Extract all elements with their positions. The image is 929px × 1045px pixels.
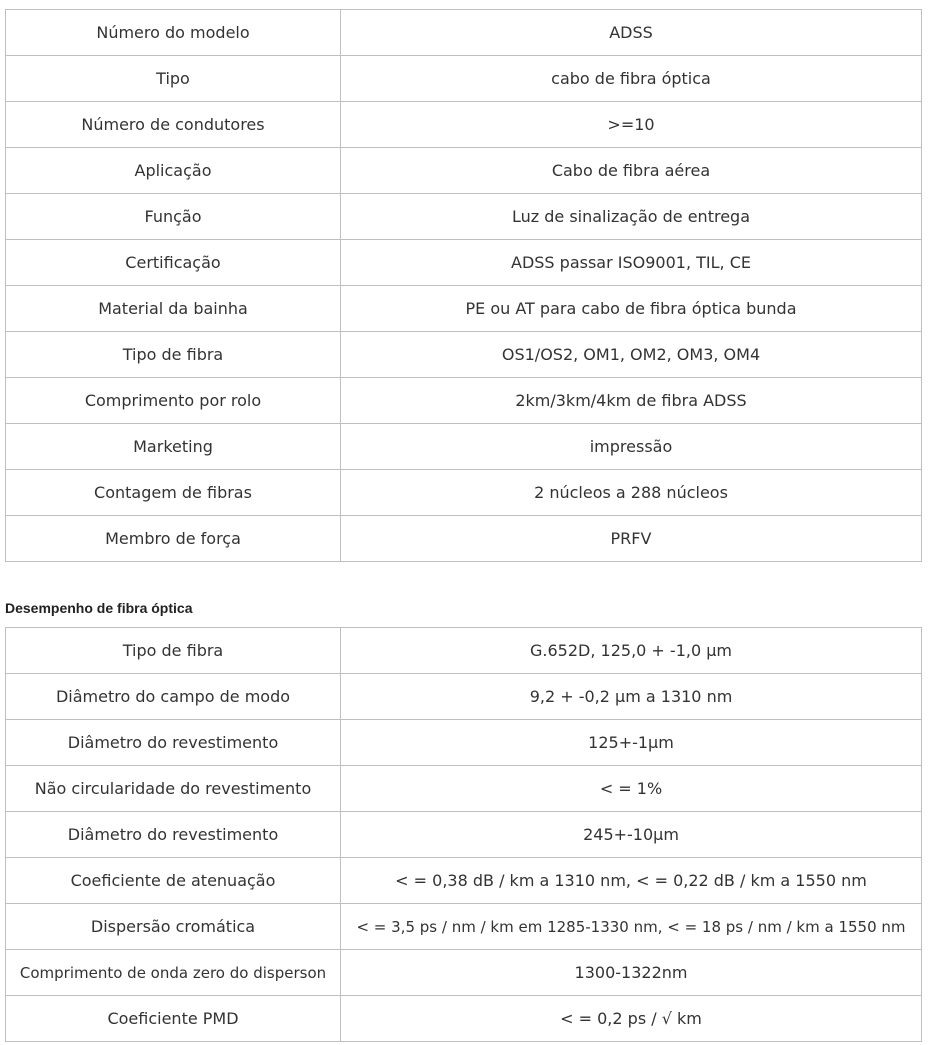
spec-label: Comprimento por rolo xyxy=(6,378,341,424)
table-row xyxy=(6,904,922,950)
general-specs-table xyxy=(5,9,922,562)
table-row xyxy=(6,858,922,904)
spec-label: Membro de força xyxy=(6,516,341,562)
section-heading: Desempenho de fibra óptica xyxy=(5,600,193,616)
table-row xyxy=(6,766,922,812)
spec-label: Diâmetro do revestimento xyxy=(6,720,341,766)
table-row xyxy=(6,812,922,858)
spec-label: Contagem de fibras xyxy=(6,470,341,516)
table-row xyxy=(6,424,922,470)
spec-value: >=10 xyxy=(341,102,922,148)
spec-value: < = 3,5 ps / nm / km em 1285-1330 nm, < = 18 ps / nm / km a 1550 nm xyxy=(341,904,922,950)
spec-value: G.652D, 125,0 + -1,0 μm xyxy=(341,628,922,674)
table-row xyxy=(6,148,922,194)
spec-label: Diâmetro do campo de modo xyxy=(6,674,341,720)
table-row xyxy=(6,56,922,102)
spec-value: PE ou AT para cabo de fibra óptica bunda xyxy=(341,286,922,332)
spec-label: Número de condutores xyxy=(6,102,341,148)
spec-value: cabo de fibra óptica xyxy=(341,56,922,102)
spec-value: OS1/OS2, OM1, OM2, OM3, OM4 xyxy=(341,332,922,378)
fiber-performance-table xyxy=(5,627,922,1042)
spec-label: Número do modelo xyxy=(6,10,341,56)
spec-value: ADSS passar ISO9001, TIL, CE xyxy=(341,240,922,286)
spec-value: PRFV xyxy=(341,516,922,562)
spec-label: Tipo de fibra xyxy=(6,628,341,674)
spec-value: 125+-1μm xyxy=(341,720,922,766)
spec-label: Tipo de fibra xyxy=(6,332,341,378)
spec-label: Aplicação xyxy=(6,148,341,194)
spec-label: Coeficiente de atenuação xyxy=(6,858,341,904)
spec-value: < = 0,38 dB / km a 1310 nm, < = 0,22 dB / km a 1550 nm xyxy=(341,858,922,904)
spec-label: Comprimento de onda zero do disperson xyxy=(6,950,341,996)
spec-value: < = 1% xyxy=(341,766,922,812)
spec-value: impressão xyxy=(341,424,922,470)
spec-label: Tipo xyxy=(6,56,341,102)
spec-label: Função xyxy=(6,194,341,240)
spec-label: Coeficiente PMD xyxy=(6,996,341,1042)
table-row xyxy=(6,286,922,332)
spec-value: Cabo de fibra aérea xyxy=(341,148,922,194)
table-row xyxy=(6,378,922,424)
spec-value: 9,2 + -0,2 μm a 1310 nm xyxy=(341,674,922,720)
table-row xyxy=(6,240,922,286)
spec-label: Diâmetro do revestimento xyxy=(6,812,341,858)
table-row xyxy=(6,332,922,378)
table-row xyxy=(6,470,922,516)
table-row xyxy=(6,102,922,148)
table-row xyxy=(6,950,922,996)
spec-value: 1300-1322nm xyxy=(341,950,922,996)
spec-label: Dispersão cromática xyxy=(6,904,341,950)
spec-label: Marketing xyxy=(6,424,341,470)
table-row xyxy=(6,720,922,766)
spec-value: 245+-10μm xyxy=(341,812,922,858)
spec-value: 2 núcleos a 288 núcleos xyxy=(341,470,922,516)
table-row xyxy=(6,516,922,562)
table-row xyxy=(6,628,922,674)
spec-value: ADSS xyxy=(341,10,922,56)
spec-label: Material da bainha xyxy=(6,286,341,332)
table-row xyxy=(6,996,922,1042)
table-row xyxy=(6,674,922,720)
table-row xyxy=(6,10,922,56)
spec-value: 2km/3km/4km de fibra ADSS xyxy=(341,378,922,424)
spec-label: Certificação xyxy=(6,240,341,286)
spec-value: < = 0,2 ps / √ km xyxy=(341,996,922,1042)
spec-value: Luz de sinalização de entrega xyxy=(341,194,922,240)
spec-label: Não circularidade do revestimento xyxy=(6,766,341,812)
table-row xyxy=(6,194,922,240)
